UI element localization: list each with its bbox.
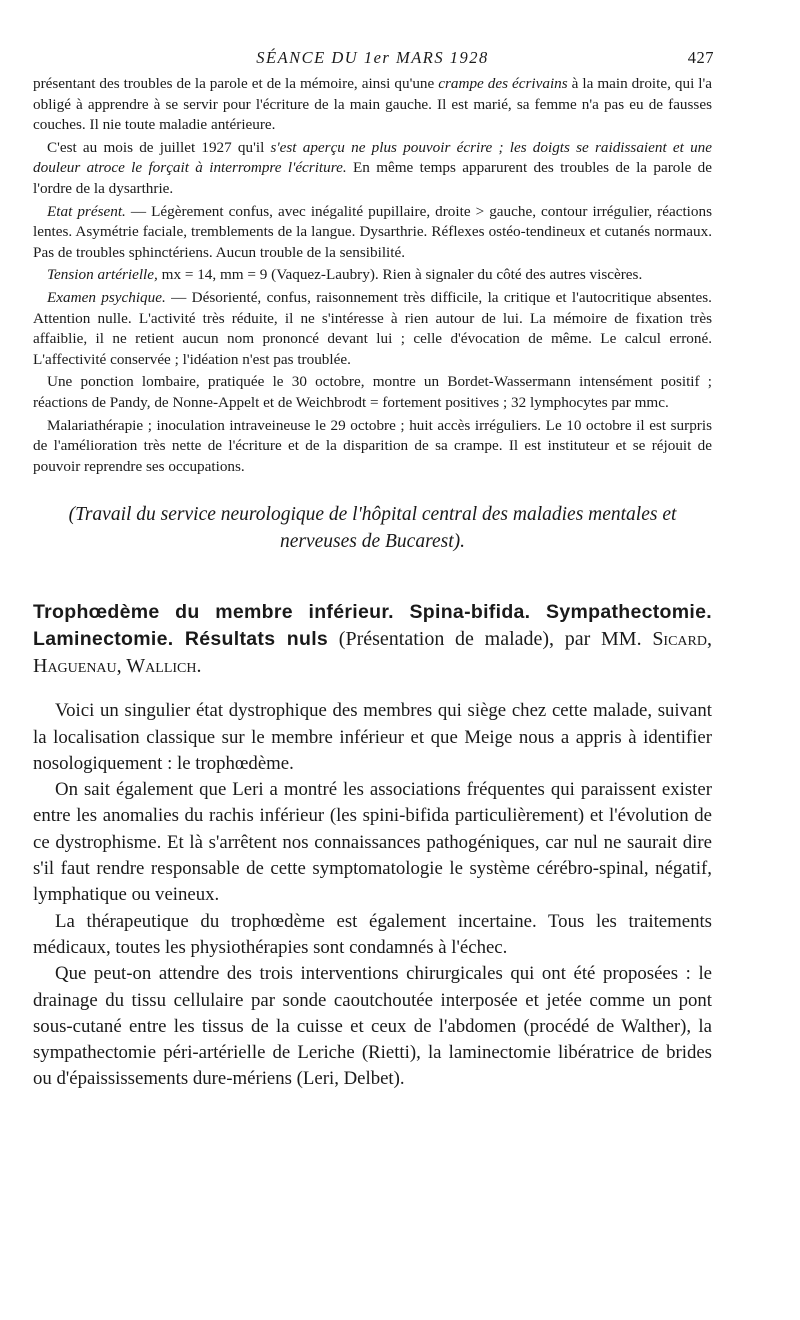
attribution: (Travail du service neurologique de l'hôpital central des maladies mentales et nerveuses de Bucarest).: [68, 504, 677, 553]
text-run: En même temps apparurent des troubles de la parole de l'ordre de la dysarthrie.: [33, 159, 712, 197]
paragraph: Voici un singulier état dystrophique des membres qui siège chez cette malade, suivant la localisation classique sur le membre inférieur et que Meige nous a appris à identifier nosologiquement : le trophœdème.: [33, 700, 712, 774]
article-body: [33, 698, 712, 1092]
paragraph: On sait également que Leri a montré les associations fréquentes qui paraissent exister entre les anomalies du rachis inférieur (les spini-bifida particulièrement) et l'évolution de ce dystrophisme. Et là s'arrêtent nos connaissances pathogéniques, car nul ne saurait dire s'il faut rendre responsable de cette symptomatologie le système cérébro-spinal, négatif, lymphatique ou veineux.: [33, 779, 712, 906]
running-title: SÉANCE DU 1er MARS 1928: [256, 48, 489, 67]
paragraph: [33, 288, 712, 370]
paragraph: [33, 202, 712, 264]
paragraph: [33, 265, 712, 286]
italic-run: Examen psychique.: [47, 288, 166, 306]
case-report: [33, 74, 712, 477]
italic-run: Tension artérielle,: [47, 266, 158, 284]
paragraph: Une ponction lombaire, pratiquée le 30 octobre, montre un Bordet-Wassermann intensément positif ; réactions de Pandy, de Nonne-Appelt et de Weichbrodt = fortement positives ; 32 lymphocytes par mmc.: [33, 373, 712, 411]
italic-run: Etat présent.: [47, 202, 126, 220]
text-run: à la main droite, qui l'a obligé à apprendre à se servir pour l'écriture de la main gauche. Il est marié, sa femme n'a pas eu de fausses couches. Il nie toute maladie antérieure.: [33, 75, 712, 134]
italic-run: s'est aperçu ne plus pouvoir écrire ; les doigts se raidissaient et une douleur atroce le forçait à interrompre l'écriture.: [33, 138, 712, 177]
paragraph: Malariathérapie ; inoculation intraveineuse le 29 octobre ; huit accès irréguliers. Le 10 octobre il est surpris de l'amélioration très nette de l'écriture et de la disparition de sa crampe. Il est instituteur et se réjouit de pouvoir reprendre ses occupations.: [33, 416, 712, 475]
article-title: [33, 599, 712, 680]
paragraph: [33, 74, 712, 136]
title-rest: (Présentation de malade), par MM.: [328, 628, 653, 651]
text-run: mx = 14, mm = 9 (Vaquez-Laubry). Rien à signaler du côté des autres viscères.: [157, 266, 643, 284]
paragraph: [33, 138, 712, 200]
text-run: présentant des troubles de la parole et de la mémoire, ainsi qu'une: [33, 75, 439, 92]
page-number: 427: [687, 48, 714, 67]
running-head: [33, 44, 712, 74]
paragraph: La thérapeutique du trophœdème est également incertaine. Tous les traitements médicaux, toutes les physiothérapies sont condamnés à l'échec.: [33, 910, 712, 958]
italic-run: crampe des écrivains: [438, 75, 568, 92]
authors: Sicard, Haguenau, Wallich.: [33, 628, 712, 678]
text-run: — Désorienté, confus, raisonnement très difficile, la critique et l'autocritique absentes. Attention nulle. L'activité très réduite, il ne s'intéresse à rien autour de lui. La mémoire de fixation très affaiblie, il ne retient aucun nom prononcé devant lui ; celle d'évocation de même. Le calcul erroné. L'affectivité conservée ; l'idéation n'est pas troublée.: [33, 288, 712, 368]
text-run: C'est au mois de juillet 1927 qu'il: [47, 138, 271, 156]
paragraph: Que peut-on attendre des trois interventions chirurgicales qui ont été proposées : le drainage du tissu cellulaire par sonde caoutchoutée interposée et jetée comme un pont sous-cutané entre les tissus de la cuisse et ceux de l'abdomen (procédé de Walther), la sympathectomie péri-artérielle de Leriche (Rietti), la laminectomie libératrice de brides ou d'épaississements dure-mériens (Leri, Delbet).: [33, 963, 712, 1090]
text-run: — Légèrement confus, avec inégalité pupillaire, droite > gauche, contour irrégulier, réactions lentes. Asymétrie faciale, tremblements de la langue. Dysarthrie. Réflexes ostéo-tendineux et cutanés normaux. Pas de troubles sphinctériens. Aucun trouble de la sensibilité.: [33, 202, 712, 261]
title-bold: Trophœdème du membre inférieur. Spina-bifida. Sympathectomie. Laminectomie. Résultats nuls: [33, 601, 712, 651]
